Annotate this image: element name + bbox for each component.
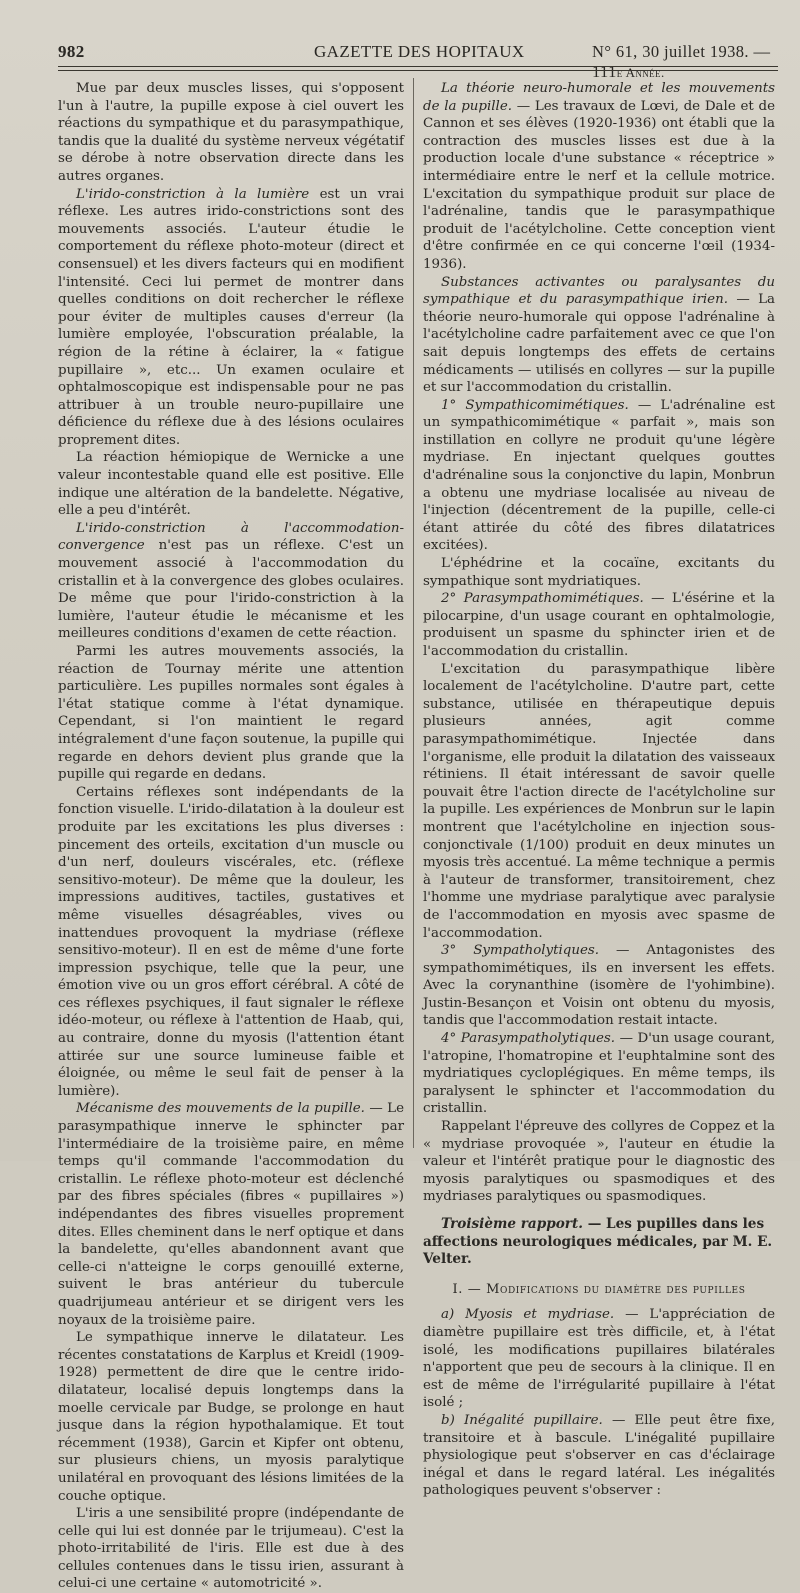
issue-year-suffix: e Année. (616, 65, 665, 80)
header-rule (58, 66, 778, 71)
paragraph: Le sympathique innerve le dilatateur. Les récentes constatations de Karplus et Kreidl (1909-1928) permettent de dire que le centre irido-dilatateur, localisé depuis longtemps dans la moelle cervicale par Budge, se prolonge en haut jusque dans la région hypothalamique. Et tout récemment (1938), Garcin et Kipfer ont obtenu, sur plusieurs chiens, un myosis paralytique unilatéral en provoquant des lésions limitées de la couche optique. (58, 1330, 404, 1504)
paragraph: 1° Sympathicomimétiques. — L'adrénaline est un sympathicomimétique « parfait », mais son instillation en collyre ne produit qu'une légère mydriase. En injectant quelques gouttes d'adrénaline sous la conjonctive du lapin, Monbrun a obtenu une mydriase localisée au niveau de l'injection (décentrement de la pupille, celle-ci étant attirée du côté des fibres dilatatrices excitées). (423, 397, 776, 554)
paragraph: La théorie neuro-humorale et les mouvements de la pupille. — Les travaux de Lœvi, de Dale et de Cannon et ses élèves (1920-1936) ont établi que la contraction des muscles lisses est due à la production locale d'une substance « réceptrice » intermédiaire entre le nerf et la cellule motrice. L'excitation du sympathique produit sur place de l'adrénaline, tandis que le parasympathique produit de l'acétylcholine. Cette conception vient d'être confirmée en ce qui concerne l'œil (1934-1936). (423, 81, 775, 272)
issue-line (592, 42, 780, 82)
paragraph: 4° Parasympatholytiques. — D'un usage courant, l'atropine, l'homatropine et l'euphtalmine sont des mydriatiques cycloplégiques. En même temps, ils paralysent le sphincter et l'accommodation du cristallin. (423, 1031, 776, 1117)
paragraph: b) Inégalité pupillaire. — Elle peut être fixe, transitoire et à bascule. L'inégalité pupillaire physiologique peut s'observer en cas d'éclairage inégal et dans le regard latéral. Les inégalités pathologiques peuvent s'observer : (423, 1412, 775, 1499)
issue-date: N° 61, 30 juillet 1938. — 111 (592, 42, 771, 81)
paragraph: Mécanisme des mouvements de la pupille. — Le parasympathique innerve le sphincter par l'intermédiaire de la troisième paire, en même temps qu'il commande l'accommodation du cristallin. Le réflexe photo-moteur est déclenché par des fibres spéciales (fibres « pupillaires ») indépendantes des fibres visuelles proprement dites. Elles cheminent dans le nerf optique et dans la bandelette, qu'elles abandonnent avant que celle-ci n'atteigne le corps genouillé externe, suivent le bras antérieur du tubercule quadrijumeau antérieur et se dirigent vers les noyaux de la troisième paire. (58, 1101, 404, 1328)
page-number: 982 (58, 42, 85, 61)
journal-title: GAZETTE DES HOPITAUX (314, 42, 525, 61)
paragraph: Substances activantes ou paralysantes du sympathique et du parasympathique irien. — La théorie neuro-humorale qui oppose l'adrénaline à l'acétylcholine cadre parfaitement avec ce que l'on sait depuis longtemps des effets de certains médicaments — utilisés en collyres — sur la pupille et sur l'accommodation du cristallin. (423, 274, 776, 396)
paragraph: L'irido-constriction à la lumière est un vrai réflexe. Les autres irido-constrictions sont des mouvements associés. L'auteur étudie le comportement du réflexe photo-moteur (direct et consensuel) et les divers facteurs qui en modifient l'intensité. Ceci lui permet de montrer dans quelles conditions on doit rechercher le réflexe pour éviter de multiples causes d'erreur (la lumière employée, l'obscuration préalable, la région de la rétine à éclairer, la « fatigue pupillaire », etc... Un examen oculaire et ophtalmoscopique est indispensable pour ne pas attribuer à un trouble neuro-pupillaire une déficience du réflexe due à des lésions oculaires proprement dites. (58, 186, 404, 448)
paragraph: 2° Parasympathomimétiques. — L'ésérine et la pilocarpine, d'un usage courant en ophtalmologie, produisent un spasme du sphincter irien et de l'accommodation du cristallin. (423, 591, 775, 659)
paragraph: Certains réflexes sont indépendants de la fonction visuelle. L'irido-dilatation à la douleur est produite par les excitations les plus diverses : pincement des orteils, excitation d'un muscle ou d'un nerf, douleurs viscérales, etc. (réflexe sensitivo-moteur). De même que la douleur, les impressions auditives, tactiles, gustatives et même visuelles désagréables, vives ou inattendues provoquent la mydriase (réflexe sensitivo-moteur). Il en est de même d'une forte impression psychique, telle que la peur, une émotion vive ou un gros effort cérébral. A côté de ces réflexes psychiques, il faut signaler le réflexe idéo-moteur, ou réflexe à l'attention de Haab, qui, au contraire, donne du myosis (l'attention étant attirée sur une source lumineuse faible et éloignée, ou même le seul fait de penser à la lumière). (58, 784, 404, 1099)
paragraph: L'excitation du parasympathique libère localement de l'acétylcholine. D'autre part, cette substance, utilisée en thérapeutique depuis plusieurs années, agit comme parasympathomimétique. Injectée dans l'organisme, elle produit la dilatation des vaisseaux rétiniens. Il était intéressant de savoir quelle pouvait être l'action directe de l'acétylcholine sur la pupille. Les expériences de Monbrun sur le lapin montrent que l'acétylcholine en injection sous-conjonctivale (1/100) produit en deux minutes un myosis très accentué. La même technique a permis à l'auteur de transformer, transitoirement, chez l'homme une mydriase paralytique avec paralysie de l'accommodation en myosis avec spasme de l'accommodation. (423, 661, 775, 941)
paragraph: La réaction hémiopique de Wernicke a une valeur incontestable quand elle est positive. Elle indique une altération de la bandelette. Négative, elle a peu d'intérêt. (58, 450, 404, 519)
paragraph: Rappelant l'épreuve des collyres de Coppez et la « mydriase provoquée », l'auteur en étudie la valeur et l'intérêt pratique pour le diagnostic des myosis paralytiques ou spasmodiques et des mydriases paralytiques ou spasmodiques. (423, 1119, 775, 1205)
paragraph: 3° Sympatholytiques. — Antagonistes des sympathomimétiques, ils en inversent les effets. Avec la corynanthine (isomère de l'yohimbine). Justin-Besançon et Voisin ont obtenu du myosis, tandis que l'accommodation restait intacte. (423, 943, 775, 1029)
paragraph: Mue par deux muscles lisses, qui s'opposent l'un à l'autre, la pupille expose à ciel ouvert les réactions du sympathique et du parasympathique, tandis que la dualité du système nerveux végétatif se dérobe à notre observation directe dans les autres organes. (58, 81, 404, 184)
paragraph: Parmi les autres mouvements associés, la réaction de Tournay mérite une attention particulière. Les pupilles normales sont égales à l'état statique comme à l'état dynamique. Cependant, si l'on maintient le regard intégralement d'une façon soutenue, la pupille qui regarde en dehors devient plus grande que la pupille qui regarde en dedans. (58, 644, 404, 783)
page-header (52, 40, 780, 81)
section-heading: I. — Modifications du diamètre des pupilles (452, 1281, 746, 1297)
column-divider (413, 78, 414, 1148)
paragraph: L'irido-constriction à l'accommodation-convergence n'est pas un réflexe. C'est un mouvement associé à l'accommodation du cristallin et à la convergence des globes oculaires. De même que pour l'irido-constriction à la lumière, l'auteur étudie le mécanisme et les meilleures conditions d'examen de cette réaction. (58, 520, 404, 642)
right-column (423, 80, 775, 1500)
paragraph: L'éphédrine et la cocaïne, excitants du sympathique sont mydriatiques. (423, 556, 775, 589)
paragraph: L'iris a une sensibilité propre (indépendante de celle qui lui est donnée par le trijumeau). C'est la photo-irritabilité de l'iris. Elle est due à des cellules contenues dans le tissu irien, assurant à celui-ci une certaine « automotricité ». (58, 1506, 404, 1592)
left-column (58, 80, 404, 1593)
paragraph: a) Myosis et mydriase. — L'appréciation de diamètre pupillaire est très difficile, et, à l'état isolé, les modifications pupillaires bilatérales n'apportent que peu de secours à la clinique. Il en est de même de l'irrégularité pupillaire à l'état isolé ; (423, 1307, 775, 1411)
report-heading: Troisième rapport. — Les pupilles dans les affections neurologiques médicales, par M. E. Velter. (423, 1216, 773, 1268)
